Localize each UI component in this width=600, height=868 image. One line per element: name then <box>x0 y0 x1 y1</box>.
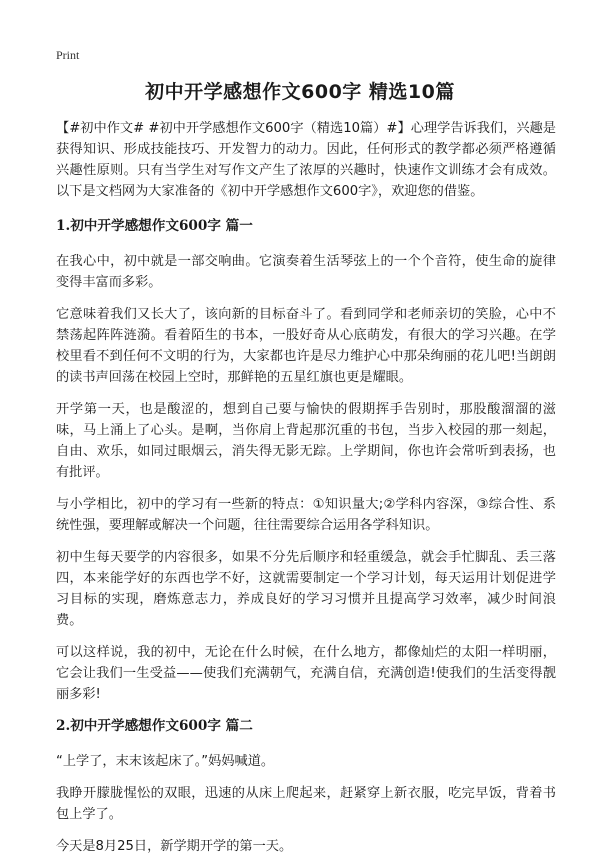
print-link[interactable]: Print <box>56 48 80 62</box>
section-2-paragraph: 我睁开朦胧惺忪的双眼，迅速的从床上爬起来，赶紧穿上新衣服，吃完早饭，背着书包上学了。 <box>56 786 556 822</box>
document-title: 初中开学感想作文600字 精选10篇 <box>145 81 455 103</box>
section-1-paragraph: 开学第一天，也是酸涩的，想到自己要与愉快的假期挥手告别时，那股酸溜溜的滋味，马上涌上了心头。是啊，当你肩上背起那沉重的书包，当步入校园的那一刻起，自由、欢乐，如同过眼烟云，消失得无影无踪。上学期间，你也许会常听到表扬，也有批评。 <box>56 402 556 480</box>
section-1-paragraph: 在我心中，初中就是一部交响曲。它演奏着生活琴弦上的一个个音符，使生命的旋律变得丰富而多彩。 <box>56 254 556 290</box>
section-2-paragraph: 今天是8月25日，新学期开学的第一天。 <box>56 839 293 854</box>
section-1-paragraph: 可以这样说，我的初中，无论在什么时候，在什么地方，都像灿烂的太阳一样明丽，它会让我们一生受益——使我们充满朝气，充满自信，充满创造!使我们的生活变得靓丽多彩! <box>56 645 556 702</box>
section-2-heading: 2.初中开学感想作文600字 篇二 <box>56 718 253 734</box>
section-1-paragraph: 它意味着我们又长大了，该向新的目标奋斗了。看到同学和老师亲切的笑脸，心中不禁荡起阵阵涟漪。看着陌生的书本，一股好奇从心底萌发，有很大的学习兴趣。在学校里看不到任何不文明的行为，大家都也许是尽力维护心中那朵绚丽的花儿吧!当朗朗的读书声回荡在校园上空时，那鲜艳的五星红旗也更是耀眼。 <box>56 307 556 385</box>
section-1-paragraph: 与小学相比，初中的学习有一些新的特点：①知识量大;②学科内容深，③综合性、系统性强，要理解或解决一个问题，往往需要综合运用各学科知识。 <box>56 497 556 533</box>
section-2-paragraph: “上学了，末末该起床了。”妈妈喊道。 <box>56 754 275 769</box>
document-body <box>56 118 556 868</box>
section-1-paragraph: 初中生每天要学的内容很多，如果不分先后顺序和轻重缓急，就会手忙脚乱、丢三落四，本来能学好的东西也学不好，这就需要制定一个学习计划，每天运用计划促进学习目标的实现，磨炼意志力，养成良好的学习习惯并且提高学习效率，减少时间浪费。 <box>56 550 556 628</box>
intro-paragraph: 【#初中作文# #初中开学感想作文600字（精选10篇）#】心理学告诉我们，兴趣是获得知识、形成技能技巧、开发智力的动力。因此，任何形式的教学都必须严格遵循兴趣性原则。只有当学生对写作文产生了浓厚的兴趣时，快速作文训练才会有成效。以下是文档网为大家准备的《初中开学感想作文600字》，欢迎您的借鉴。 <box>56 121 556 199</box>
section-1-heading: 1.初中开学感想作文600字 篇一 <box>56 218 253 234</box>
